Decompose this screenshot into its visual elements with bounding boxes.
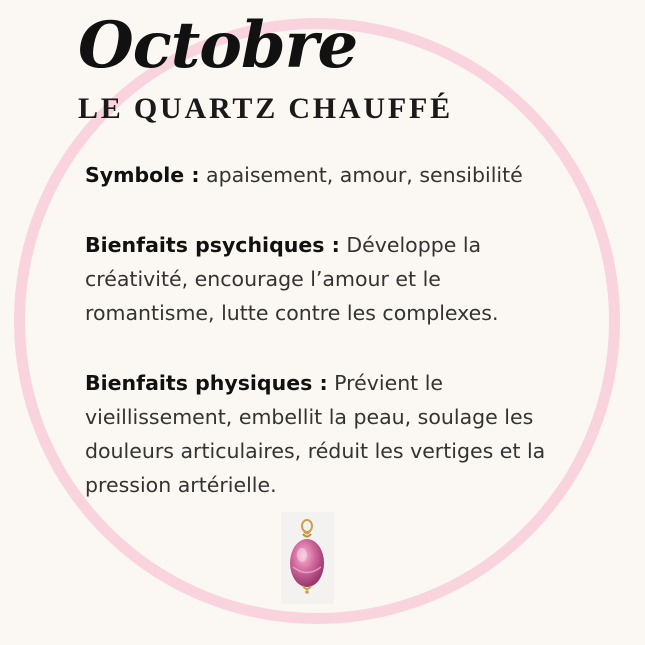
- physiques-label: Bienfaits physiques :: [85, 371, 328, 395]
- psychiques-paragraph: [85, 228, 575, 330]
- stone-name: LE QUARTZ CHAUFFÉ: [78, 92, 453, 125]
- psychiques-label: Bienfaits psychiques :: [85, 233, 340, 257]
- symbole-label: Symbole :: [85, 163, 200, 187]
- pink-quartz-pendant-icon: [281, 512, 334, 604]
- physiques-text: Prévient le vieillissement, embellit la peau, soulage les douleurs articulaires, réduit les vertiges et la pression artérielle.: [85, 371, 546, 497]
- month-title: Octobre: [78, 8, 358, 83]
- pendant-image: [281, 512, 334, 604]
- physiques-paragraph: [85, 366, 575, 502]
- psychiques-text: Développe la créativité, encourage l’amour et le romantisme, lutte contre les complexes.: [85, 233, 499, 325]
- symbole-paragraph: [85, 158, 575, 192]
- symbole-text: apaisement, amour, sensibilité: [199, 163, 523, 187]
